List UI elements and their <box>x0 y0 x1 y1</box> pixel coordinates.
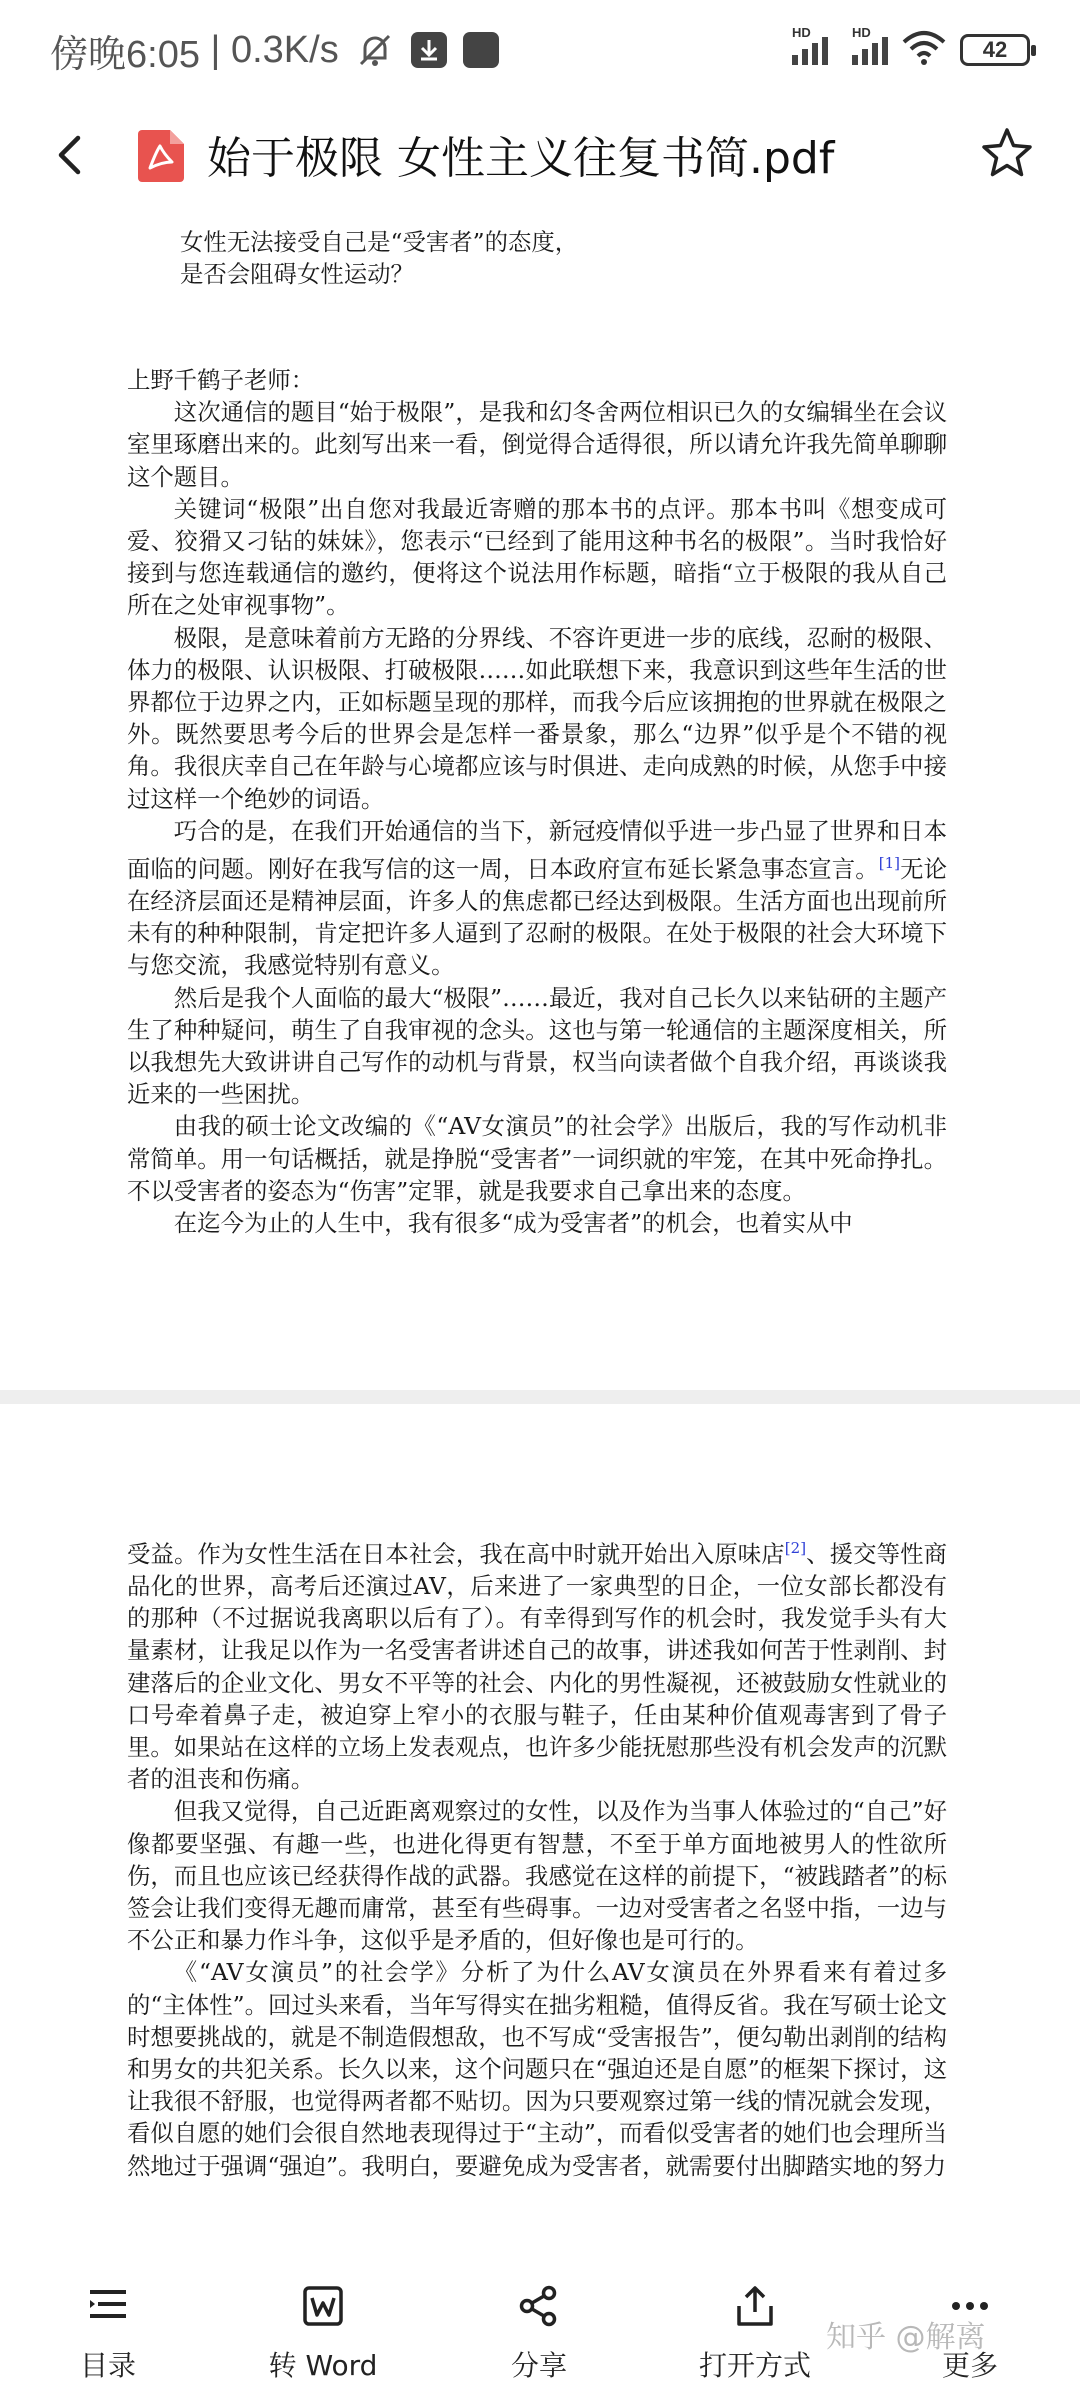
paragraph: 极限，是意味着前方无路的分界线、不容许更进一步的底线，忍耐的极限、体力的极限、认识极限、打破极限……如此联想下来，我意识到这些年生活的世界都位于边界之内，正如标题呈现的那样，而我今后应该拥抱的世界就在极限之外。既然要思考今后的世界会是怎样一番景象，那么“边界”似乎是个不错的视角。我很庆幸自己在年龄与心境都应该与时俱进、走向成熟的时候，从您手中接过这样一个绝妙的词语。 <box>127 623 947 813</box>
paragraph: 然后是我个人面临的最大“极限”……最近，我对自己长久以来钻研的主题产生了种种疑问，萌生了自我审视的念头。这也与第一轮通信的主题深度相关，所以我想先大致讲讲自己写作的动机与背景，权当向读者做个自我介绍，再谈谈我近来的一些困扰。 <box>127 983 947 1109</box>
separator: | <box>199 28 231 71</box>
footnote-link[interactable]: [1] <box>878 854 901 873</box>
letter-body <box>127 364 947 1239</box>
paragraph-text: 受益。作为女性生活在日本社会，我在高中时就开始出入原味店 <box>127 1539 785 1568</box>
toolbar-label: 打开方式 <box>698 2349 811 2382</box>
paragraph: 《“AV女演员”的社会学》分析了为什么AV女演员在外界看来有着过多的“主体性”。回过头来看，当年写得实在拙劣粗糙，值得反省。我在写硕士论文时想要挑战的，就是不制造假想敌，也不写成“受害报告”，便勾勒出剥削的结构和男女的共犯关系。长久以来，这个问题只在“强迫还是自愿”的框架下探讨，这让我很不舒服，也觉得两者都不贴切。因为只要观察过第一线的情况就会发现，看似自愿的她们会很自然地表现得过于“主动”，而看似受害者的她们也会理所当然地过于强调“强迫”。我明白，要避免成为受害者，就需要付出脚踏实地的努力 <box>127 1958 947 2180</box>
page-separator <box>0 1390 1080 1404</box>
paragraph-text: 无论在经济层面还是精神层面，许多人的焦虑都已经达到极限。生活方面也出现前所未有的种种限制，肯定把许多人逼到了忍耐的极限。在处于极限的社会大环境下与您交流，我感觉特别有意义。 <box>127 854 948 980</box>
app-icon <box>463 32 499 68</box>
signal-icon <box>852 25 888 65</box>
paragraph-text: 巧合的是，在我们开始通信的当下，新冠疫情似乎进一步凸显了世界和日本面临的问题。刚好在我写信的这一周，日本政府宣布延长紧急事态宣言。 <box>127 816 947 883</box>
toolbar-label: 转 Word <box>268 2349 378 2382</box>
bottom-toolbar <box>0 2260 1080 2400</box>
convert-word-button[interactable] <box>233 2260 413 2400</box>
signal-icon <box>792 25 828 65</box>
status-right <box>792 25 1030 70</box>
more-icon <box>948 2284 992 2328</box>
chapter-subtitle <box>180 226 578 290</box>
document-title: 始于极限 女性主义往复书简.pdf <box>207 133 835 184</box>
pdf-page-1[interactable] <box>0 210 1080 1390</box>
network-speed: 0.3K/s <box>230 28 339 71</box>
battery-icon <box>960 34 1030 66</box>
toolbar-label: 更多 <box>941 2349 998 2382</box>
footnote-link[interactable]: [2] <box>784 1539 807 1557</box>
status-left <box>50 23 499 78</box>
share-icon <box>517 2284 561 2328</box>
signal-hd-label: HD <box>792 25 811 40</box>
letter-body <box>127 1532 947 2182</box>
paragraph: 但我又觉得，自己近距离观察过的女性，以及作为当事人体验过的“自己”好像都要坚强、有趣一些，也进化得更有智慧，不至于单方面地被男人的性欲所伤，而且也应该已经获得作战的武器。我感觉在这样的前提下，“被践踏者”的标签会让我们变得无趣而庸常，甚至有些碍事。一边对受害者之名竖中指，一边与不公正和暴力作斗争，这似乎是矛盾的，但好像也是可行的。 <box>127 1797 947 1955</box>
status-bar <box>0 0 1080 100</box>
toc-button[interactable] <box>18 2260 198 2400</box>
wifi-icon <box>902 30 946 70</box>
paragraph-text: 、援交等性商品化的世界，高考后还演过AV，后来进了一家典型的日企，一位女部长都没有的那种（不过据说我离职以后有了）。有幸得到写作的机会时，我发觉手头有大量素材，让我足以作为一名受害者讲述自己的故事，讲述我如何苦于性剥削、封建落后的企业文化、男女不平等的社会、内化的男性凝视，还被鼓励女性就业的口号牵着鼻子走，被迫穿上窄小的衣服与鞋子，任由某种价值观毒害到了骨子里。如果站在这样的立场上发表观点，也许多少能抚慰那些没有机会发声的沉默者的沮丧和伤痛。 <box>127 1539 948 1794</box>
mute-icon <box>355 30 395 70</box>
paragraph <box>127 815 947 982</box>
share-button[interactable] <box>449 2260 629 2400</box>
toolbar-label: 目录 <box>79 2349 136 2382</box>
paragraph: 这次通信的题目“始于极限”，是我和幻冬舍两位相识已久的女编辑坐在会议室里琢磨出来的。此刻写出来一看，倒觉得合适得很，所以请允许我先简单聊聊这个题目。 <box>127 398 947 491</box>
word-icon <box>301 2284 345 2328</box>
back-icon[interactable] <box>46 130 96 180</box>
subtitle-line: 是否会阻碍女性运动？ <box>180 260 414 289</box>
more-button[interactable] <box>880 2260 1060 2400</box>
paragraph: 关键词“极限”出自您对我最近寄赠的那本书的点评。那本书叫《想变成可爱、狡猾又刁钻的妹妹》，您表示“已经到了能用这种书名的极限”。当时我恰好接到与您连载通信的邀约，便将这个说法用作标题，暗指“立于极限的我从自己所在之处审视事物”。 <box>127 494 947 620</box>
star-icon[interactable] <box>980 126 1034 180</box>
toolbar-label: 分享 <box>510 2349 567 2382</box>
pdf-page-2[interactable] <box>0 1404 1080 2280</box>
open-with-button[interactable] <box>665 2260 845 2400</box>
salutation: 上野千鹤子老师： <box>127 366 315 394</box>
subtitle-line: 女性无法接受自己是“受害者”的态度， <box>180 228 579 256</box>
signal-hd-label: HD <box>852 25 871 40</box>
battery-level: 42 <box>982 37 1008 62</box>
pdf-file-icon <box>138 130 184 182</box>
clock: 傍晚6:05 <box>50 33 200 76</box>
paragraph <box>127 1532 947 1795</box>
paragraph: 由我的硕士论文改编的《“AV女演员”的社会学》出版后，我的写作动机非常简单。用一句话概括，就是挣脱“受害者”一词织就的牢笼，在其中死命挣扎。不以受害者的姿态为“伤害”定罪，就是我要求自己拿出来的态度。 <box>127 1112 947 1205</box>
download-icon <box>411 32 447 68</box>
title-bar <box>0 100 1080 210</box>
paragraph: 在迄今为止的人生中，我有很多“成为受害者”的机会，也着实从中 <box>173 1209 853 1238</box>
watermark: 知乎 @解离 <box>826 2320 986 2355</box>
toc-icon <box>86 2284 130 2328</box>
open-with-icon <box>733 2284 777 2328</box>
